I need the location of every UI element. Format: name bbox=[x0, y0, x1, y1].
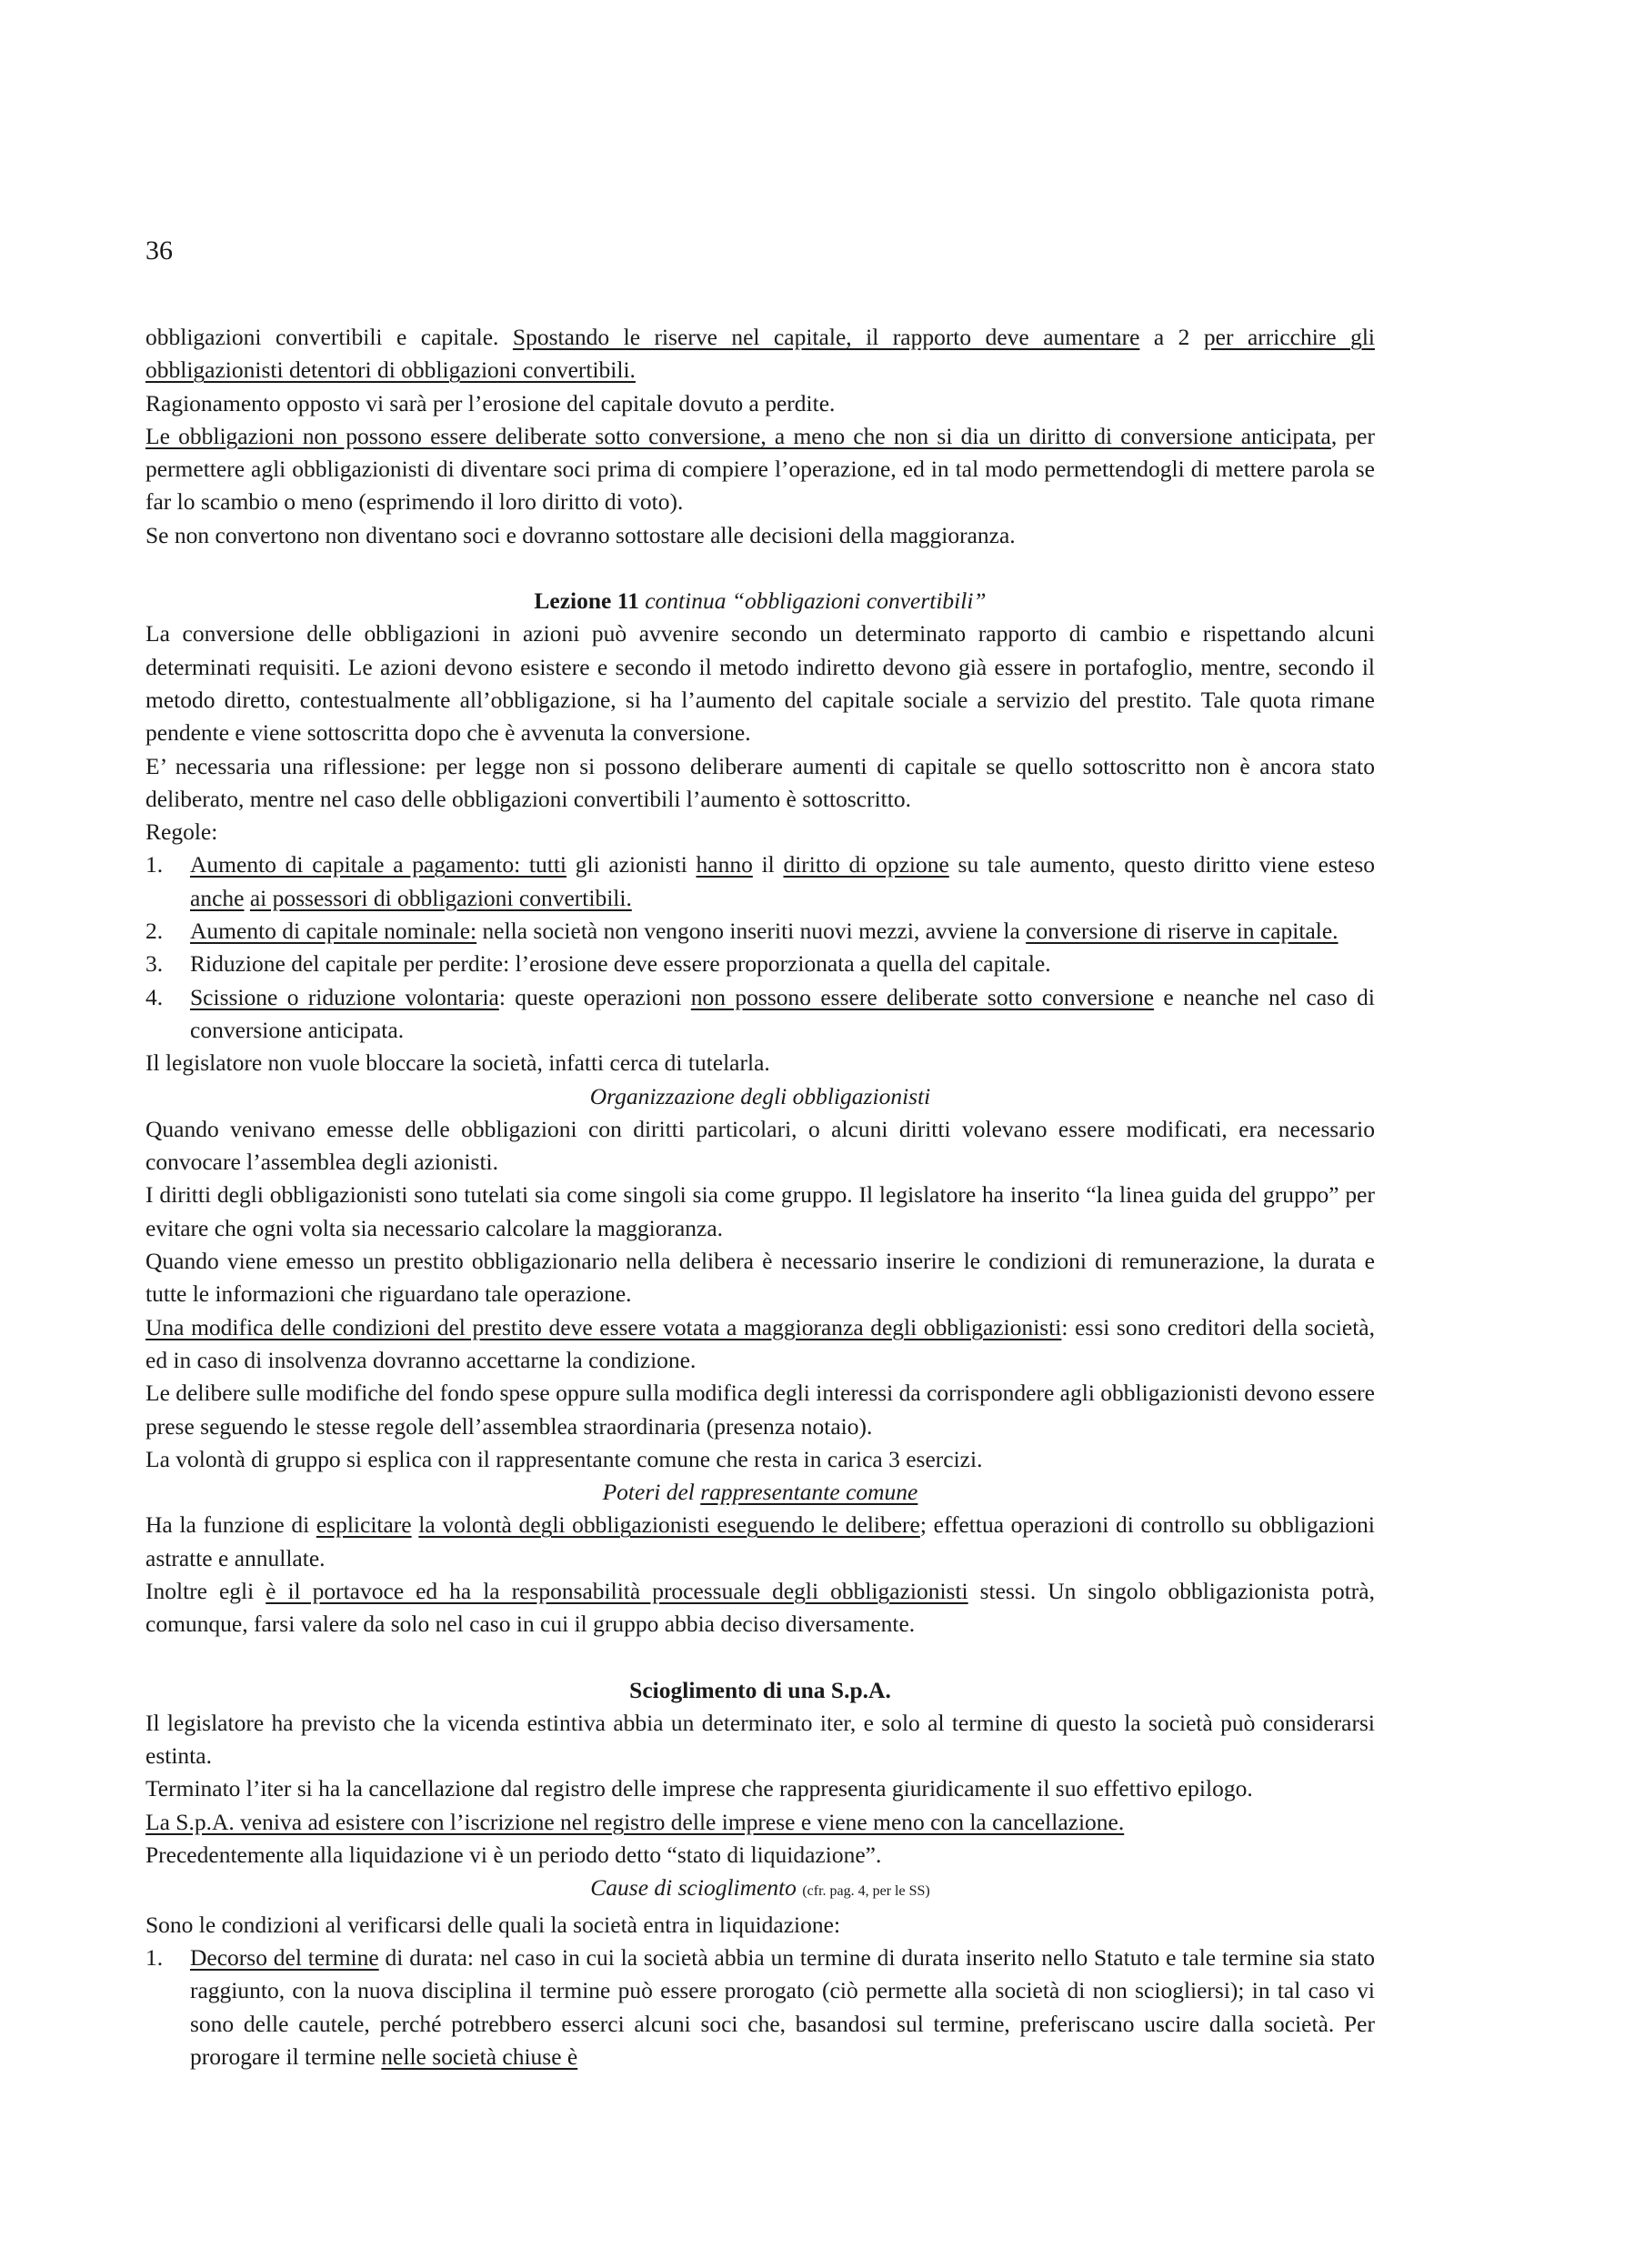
heading-underlined: rappresentante comune bbox=[700, 1479, 918, 1506]
list-underlined: diritto di opzione bbox=[783, 851, 949, 878]
section-heading-lezione bbox=[145, 585, 1375, 617]
list-item bbox=[145, 1942, 1375, 2073]
list-underlined: hanno bbox=[696, 851, 753, 878]
organizzazione-paragraph-3: Quando viene emesso un prestito obbligazionario nella delibera è necessario inserire le condizioni di remunerazione, la durata e tutte le informazioni che riguardano tale operazione. bbox=[145, 1248, 1375, 1308]
list-text bbox=[190, 915, 1375, 948]
heading-text: Poteri del bbox=[602, 1479, 701, 1506]
poteri-paragraph-2 bbox=[145, 1575, 1375, 1641]
section-heading-poteri bbox=[145, 1476, 1375, 1509]
list-item bbox=[145, 848, 1375, 915]
list-item bbox=[145, 948, 1375, 980]
plain-text: Ha la funzione di bbox=[145, 1511, 316, 1539]
list-number: 4. bbox=[145, 983, 164, 1010]
list-plain: gli azionisti bbox=[566, 851, 697, 878]
list-underlined: nelle società chiuse è bbox=[381, 2042, 578, 2070]
list-number: 1. bbox=[145, 1943, 164, 1971]
plain-text: stessi. Un singolo obbligazionista potrà, comunque, farsi valere da solo nel caso in cui il gruppo abbia deciso diversamente. bbox=[145, 1577, 1375, 1638]
regole-label: Regole: bbox=[145, 818, 218, 846]
scioglimento-paragraph-3: La S.p.A. veniva ad esistere con l’iscrizione nel registro delle imprese e viene meno con la cancellazione. bbox=[145, 1808, 1125, 1835]
list-plain: nella società non vengono inseriti nuovi mezzi, avviene la bbox=[476, 918, 1027, 945]
organizzazione-paragraph-6: La volontà di gruppo si esplica con il rappresentante comune che resta in carica 3 esercizi. bbox=[145, 1445, 983, 1472]
underlined-text: la volontà degli obbligazionisti eseguendo le delibere bbox=[418, 1511, 920, 1539]
heading-italic: Cause di scioglimento bbox=[590, 1874, 797, 1902]
scioglimento-paragraph-2: Terminato l’iter si ha la cancellazione dal registro delle imprese che rappresenta giuridicamente il suo effettivo epilogo. bbox=[145, 1775, 1253, 1802]
lezione-paragraph-2: E’ necessaria una riflessione: per legge non si possono deliberare aumenti di capitale se quello sottoscritto non è ancora stato deliberato, mentre nel caso delle obbligazioni convertibili l’aumento è sottoscritto. bbox=[145, 752, 1375, 812]
page-body bbox=[145, 321, 1375, 2073]
list-underlined: conversione di riserve in capitale. bbox=[1026, 918, 1338, 945]
list-plain: e neanche nel caso di conversione anticipata. bbox=[190, 983, 1376, 1043]
section-heading-organizzazione: Organizzazione degli obbligazionisti bbox=[589, 1082, 931, 1109]
list-underlined: anche bbox=[190, 884, 245, 911]
lezione-paragraph-1: La conversione delle obbligazioni in azioni può avvenire secondo un determinato rapporto di cambio e rispettando alcuni determinati requisiti. Le azioni devono esistere e secondo il metodo indiretto devono già essere in portafoglio, mentre, secondo il metodo diretto, contestualmente all’obbligazione, si ha l’aumento del capitale sociale a servizio del prestito. Tale quota rimane pendente e viene sottoscritta dopo che è avvenuta la conversione. bbox=[145, 620, 1375, 747]
underlined-text: esplicitare bbox=[316, 1511, 412, 1539]
list-plain: di durata: nel caso in cui la società abbia un termine di durata inserito nello Statuto e tale termine sia stato raggiunto, con la nuova disciplina il termine può essere prorogato (ciò permette alla società di non sciogliersi); in tal caso vi sono delle cautele, perché potrebbero esserci alcuni soci che, basandosi sul termine, preferiscano uscire dalla società. Per prorogare il termine bbox=[190, 1943, 1375, 2070]
intro-text: obbligazioni convertibili e capitale. bbox=[145, 324, 499, 350]
heading-bold: Lezione 11 bbox=[534, 587, 639, 615]
list-text: Riduzione del capitale per perdite: l’erosione deve essere proporzionata a quella del capitale. bbox=[190, 950, 1051, 978]
scioglimento-paragraph-4: Precedentemente alla liquidazione vi è un periodo detto “stato di liquidazione”. bbox=[145, 1841, 882, 1869]
page-number: 36 bbox=[145, 236, 173, 266]
intro-underlined-3: Le obbligazioni non possono essere deliberate sotto conversione, a meno che non si dia un diritto di conversione anticipata bbox=[145, 422, 1331, 449]
heading-note: (cfr. pag. 4, per le SS) bbox=[802, 1883, 930, 1900]
intro-text-3: , per permettere agli obbligazionisti di diventare soci prima di compiere l’operazione, ed in tal modo permettendogli di mettere parola se far lo scambio o meno (esprimendo il loro diritto di voto). bbox=[145, 422, 1375, 516]
plain-text: ; effettua operazioni di controllo su obbligazioni astratte e annullate. bbox=[145, 1511, 1376, 1571]
underlined-text: Una modifica delle condizioni del prestito deve essere votata a maggioranza degli obbligazionisti bbox=[145, 1313, 1062, 1340]
list-underlined: Aumento di capitale nominale: bbox=[190, 918, 477, 945]
organizzazione-paragraph-2: I diritti degli obbligazionisti sono tutelati sia come singoli sia come gruppo. Il legislatore ha inserito “la linea guida del gruppo” per evitare che ogni volta sia necessario calcolare la maggioranza. bbox=[145, 1181, 1375, 1241]
intro-paragraph-4: Se non convertono non diventano soci e dovranno sottostare alle decisioni della maggioranza. bbox=[145, 521, 1016, 548]
poteri-paragraph-1 bbox=[145, 1509, 1375, 1575]
list-text bbox=[190, 848, 1375, 915]
section-heading-cause bbox=[145, 1872, 1375, 1908]
spacer bbox=[145, 552, 1375, 585]
organizzazione-paragraph-5: Le delibere sulle modifiche del fondo spese oppure sulla modifica degli interessi da corrispondere agli obbligazionisti devono essere prese seguendo le stesse regole dell’assemblea straordinaria (presenza notaio). bbox=[145, 1380, 1375, 1440]
list-plain: il bbox=[752, 851, 784, 878]
heading-italic: continua “obbligazioni convertibili” bbox=[645, 587, 987, 615]
intro-paragraph-2: Ragionamento opposto vi sarà per l’erosione del capitale dovuto a perdite. bbox=[145, 389, 836, 416]
intro-text-2: a 2 bbox=[1153, 324, 1190, 350]
intro-underlined-1: Spostando le riserve nel capitale, il rapporto deve aumentare bbox=[512, 324, 1140, 350]
list-item bbox=[145, 981, 1375, 1048]
underlined-text: è il portavoce ed ha la responsabilità processuale degli obbligazionisti bbox=[266, 1577, 968, 1604]
intro-paragraph-3 bbox=[145, 420, 1375, 519]
list-item bbox=[145, 915, 1375, 948]
list-plain: : queste operazioni bbox=[498, 983, 691, 1010]
list-underlined: Decorso del termine bbox=[190, 1943, 379, 1971]
list-underlined: non possono essere deliberate sotto conversione bbox=[690, 983, 1155, 1010]
spacer bbox=[145, 1641, 1375, 1674]
lezione-paragraph-3: Il legislatore non vuole bloccare la società, infatti cerca di tutelarla. bbox=[145, 1049, 770, 1077]
cause-paragraph-1: Sono le condizioni al verificarsi delle quali la società entra in liquidazione: bbox=[145, 1911, 841, 1938]
list-number: 1. bbox=[145, 851, 164, 878]
list-underlined: Scissione o riduzione volontaria bbox=[190, 983, 499, 1010]
list-plain: su tale aumento, questo diritto viene esteso bbox=[948, 851, 1375, 878]
organizzazione-paragraph-1: Quando venivano emesse delle obbligazioni con diritti particolari, o alcuni diritti volevano essere modificati, era necessario convocare l’assemblea degli azionisti. bbox=[145, 1115, 1375, 1176]
plain-text: Inoltre egli bbox=[145, 1577, 266, 1604]
scioglimento-paragraph-1: Il legislatore ha previsto che la vicenda estintiva abbia un determinato iter, e solo al termine di questo la società può considerarsi estinta. bbox=[145, 1709, 1375, 1770]
list-underlined: ai possessori di obbligazioni convertibili. bbox=[249, 884, 632, 911]
list-number: 3. bbox=[145, 950, 164, 978]
list-text bbox=[190, 981, 1375, 1048]
intro-paragraph-1 bbox=[145, 321, 1375, 387]
list-text bbox=[190, 1942, 1375, 2073]
intro-underlined-2: per arricchire gli obbligazionisti detentori di obbligazioni convertibili. bbox=[145, 324, 1376, 384]
section-heading-scioglimento: Scioglimento di una S.p.A. bbox=[629, 1676, 891, 1703]
plain-text: : essi sono creditori della società, ed in caso di insolvenza dovranno accettarne la condizione. bbox=[145, 1313, 1375, 1373]
list-number: 2. bbox=[145, 918, 164, 945]
organizzazione-paragraph-4 bbox=[145, 1311, 1375, 1378]
list-underlined: Aumento di capitale a pagamento: tutti bbox=[190, 851, 567, 878]
